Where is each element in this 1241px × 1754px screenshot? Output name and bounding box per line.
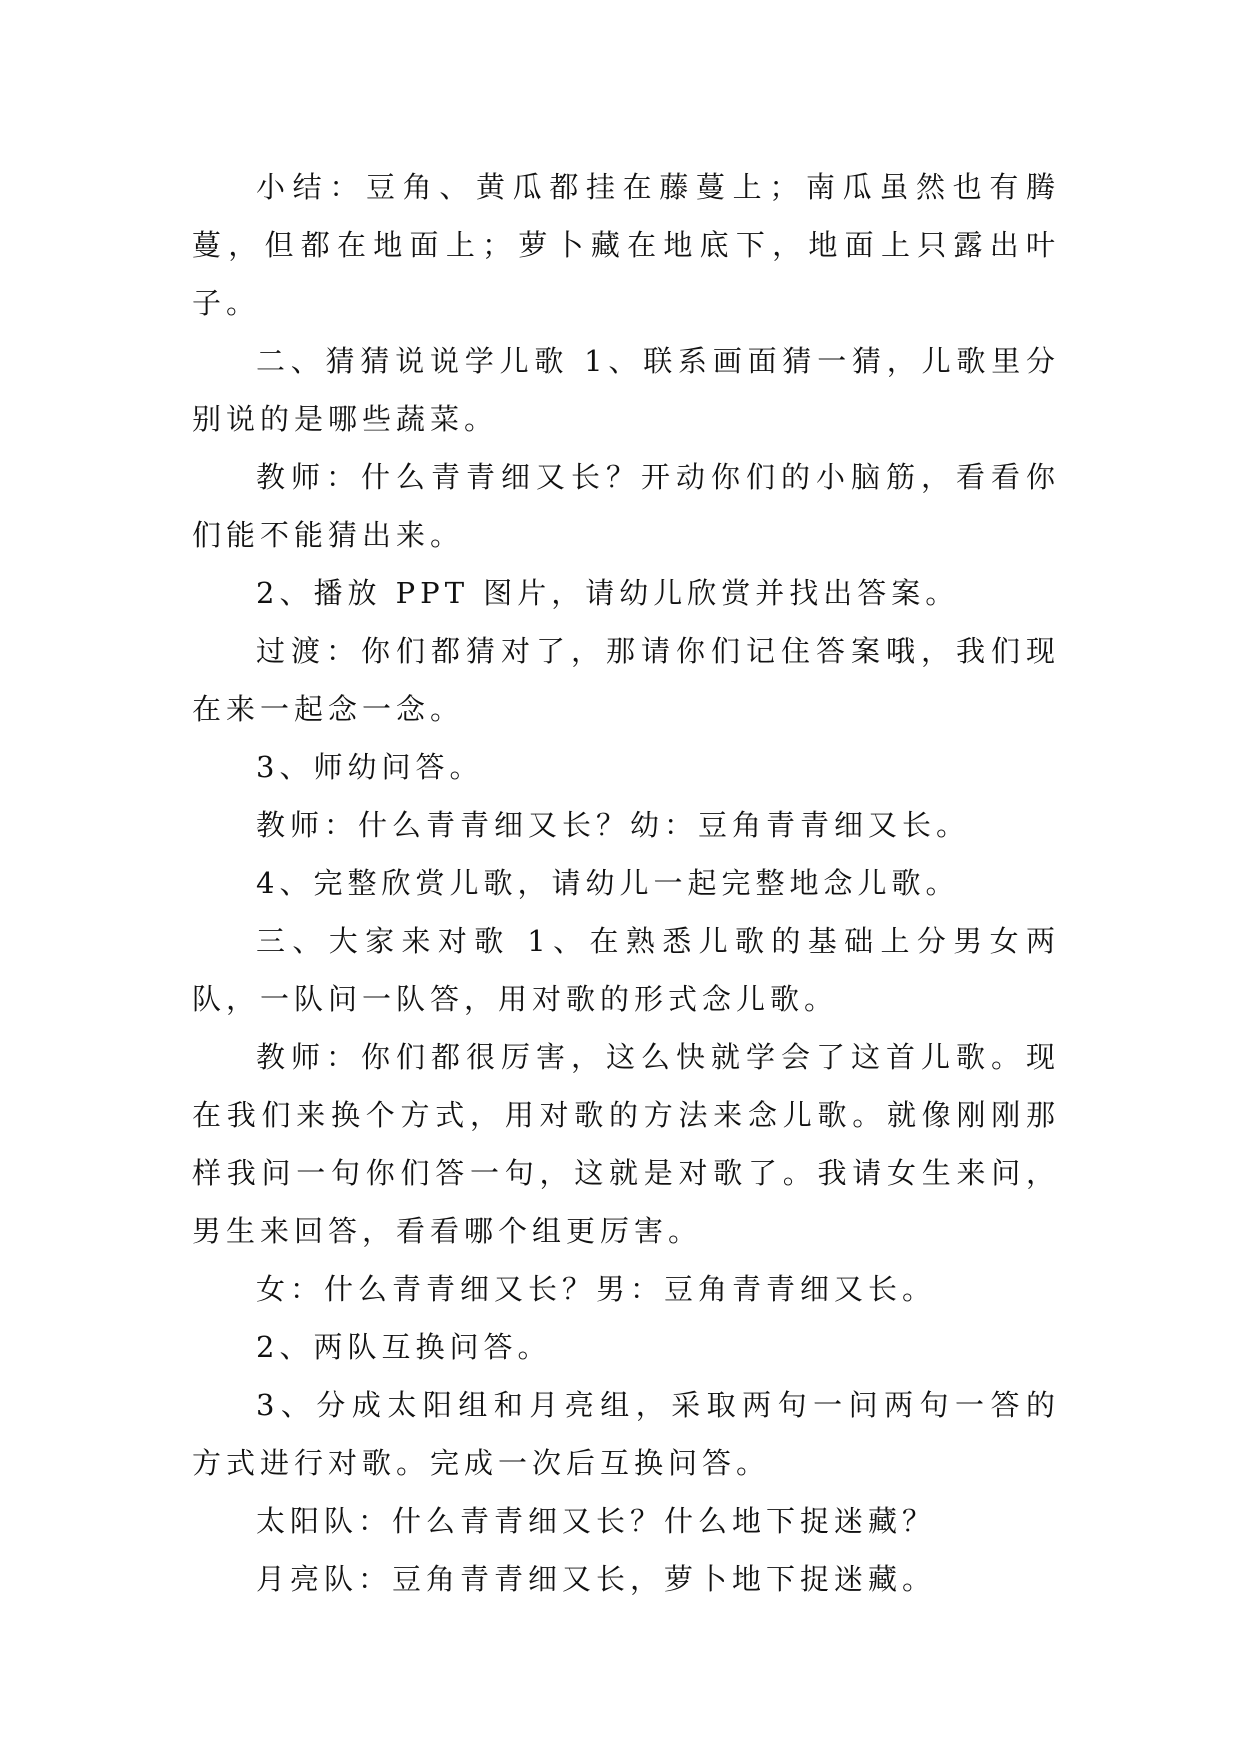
paragraph-teacher-question-2: 教师：什么青青细又长？幼：豆角青青细又长。 xyxy=(256,808,971,842)
paragraph-sun-moon-groups: 3、分成太阳组和月亮组，采取两句一问两句一答的方式进行对歌。完成一次后互换问答。 xyxy=(192,1388,1060,1480)
paragraph-teacher-instruction: 教师：你们都很厉害，这么快就学会了这首儿歌。现在我们来换个方式，用对歌的方法来念儿歌。就像刚刚那样我问一句你们答一句，这就是对歌了。我请女生来问，男生来回答，看看哪个组更厉害。 xyxy=(192,1040,1060,1248)
paragraph-step-2-ppt: 2、播放 PPT 图片，请幼儿欣赏并找出答案。 xyxy=(256,576,960,610)
document-body xyxy=(192,158,1060,1608)
paragraph-step-4-full: 4、完整欣赏儿歌，请幼儿一起完整地念儿歌。 xyxy=(256,866,960,900)
paragraph-transition: 过渡：你们都猜对了，那请你们记住答案哦，我们现在来一起念一念。 xyxy=(192,634,1060,726)
paragraph-step-3-qa: 3、师幼问答。 xyxy=(256,750,484,784)
paragraph-section-two: 二、猜猜说说学儿歌 1、联系画面猜一猜，儿歌里分别说的是哪些蔬菜。 xyxy=(192,344,1060,436)
paragraph-girls-boys: 女：什么青青细又长？男：豆角青青细又长。 xyxy=(256,1272,937,1306)
paragraph-summary: 小结：豆角、黄瓜都挂在藤蔓上；南瓜虽然也有腾蔓，但都在地面上；萝卜藏在地底下，地面上只露出叶子。 xyxy=(192,170,1060,320)
paragraph-swap-teams: 2、两队互换问答。 xyxy=(256,1330,552,1364)
paragraph-sun-team: 太阳队：什么青青细又长？什么地下捉迷藏？ xyxy=(256,1504,937,1538)
paragraph-teacher-question-1: 教师：什么青青细又长？开动你们的小脑筋，看看你们能不能猜出来。 xyxy=(192,460,1060,552)
paragraph-section-three: 三、大家来对歌 1、在熟悉儿歌的基础上分男女两队，一队问一队答，用对歌的形式念儿歌。 xyxy=(192,924,1060,1016)
paragraph-moon-team: 月亮队：豆角青青细又长，萝卜地下捉迷藏。 xyxy=(256,1562,937,1596)
